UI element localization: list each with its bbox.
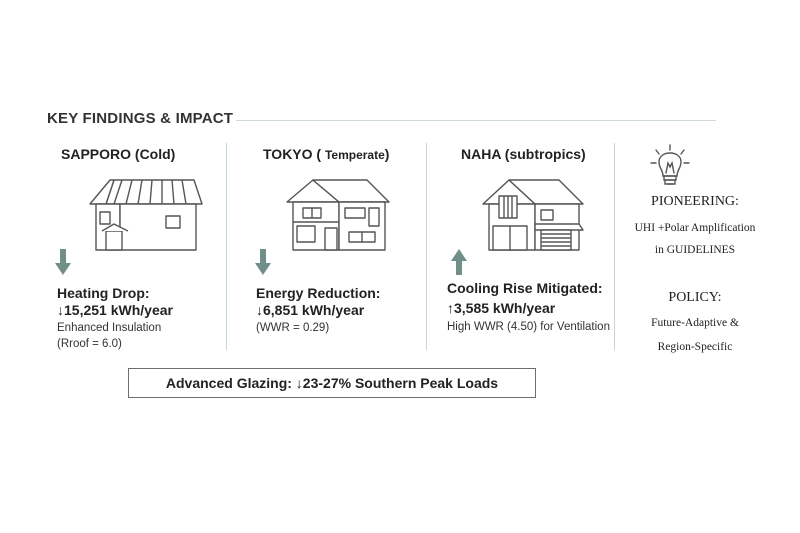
glazing-summary-text: Advanced Glazing: ↓23-27% Southern Peak Loads (165, 375, 499, 391)
city-tokyo-main: TOKYO ( (263, 146, 325, 162)
title-divider (236, 120, 716, 121)
city-tokyo-climate: Temperate (324, 148, 385, 162)
column-divider-1 (226, 143, 227, 350)
metric-note-naha-1: High WWR (4.50) for Ventilation (447, 321, 610, 333)
pioneering-line-1: UHI +Polar Amplification (634, 222, 756, 234)
city-tokyo (263, 146, 389, 162)
page-title: KEY FINDINGS & IMPACT (47, 110, 234, 127)
glazing-summary-box (128, 368, 536, 398)
metric-note-sapporo-1: Enhanced Insulation (57, 322, 162, 334)
metric-note-tokyo-1: (WWR = 0.29) (256, 322, 330, 334)
arrow-up-icon (451, 249, 467, 275)
pioneering-line-2: in GUIDELINES (654, 244, 736, 256)
metric-label-naha: Cooling Rise Mitigated: (447, 280, 603, 296)
metric-value-tokyo: ↓6,851 kWh/year (256, 302, 365, 318)
city-naha: NAHA (subtropics) (461, 146, 586, 162)
metric-label-tokyo: Energy Reduction: (256, 285, 381, 301)
policy-line-2: Region-Specific (657, 341, 733, 353)
city-sapporo: SAPPORO (Cold) (61, 146, 176, 162)
metric-value-naha: ↑3,585 kWh/year (447, 300, 556, 316)
lightbulb-icon (650, 143, 690, 189)
house-icon-naha (479, 176, 589, 256)
arrow-down-icon (255, 249, 271, 275)
pioneering-title: PIONEERING: (651, 194, 739, 209)
house-icon-sapporo (84, 176, 204, 256)
city-tokyo-end: ) (384, 146, 390, 162)
arrow-down-icon (55, 249, 71, 275)
metric-note-sapporo-2: (Rroof = 6.0) (57, 338, 122, 350)
policy-line-1: Future-Adaptive & (651, 317, 739, 329)
column-divider-2 (426, 143, 427, 350)
metric-value-sapporo: ↓15,251 kWh/year (57, 302, 173, 318)
policy-title: POLICY: (668, 290, 722, 305)
metric-label-sapporo: Heating Drop: (57, 285, 150, 301)
house-icon-tokyo (283, 176, 393, 256)
